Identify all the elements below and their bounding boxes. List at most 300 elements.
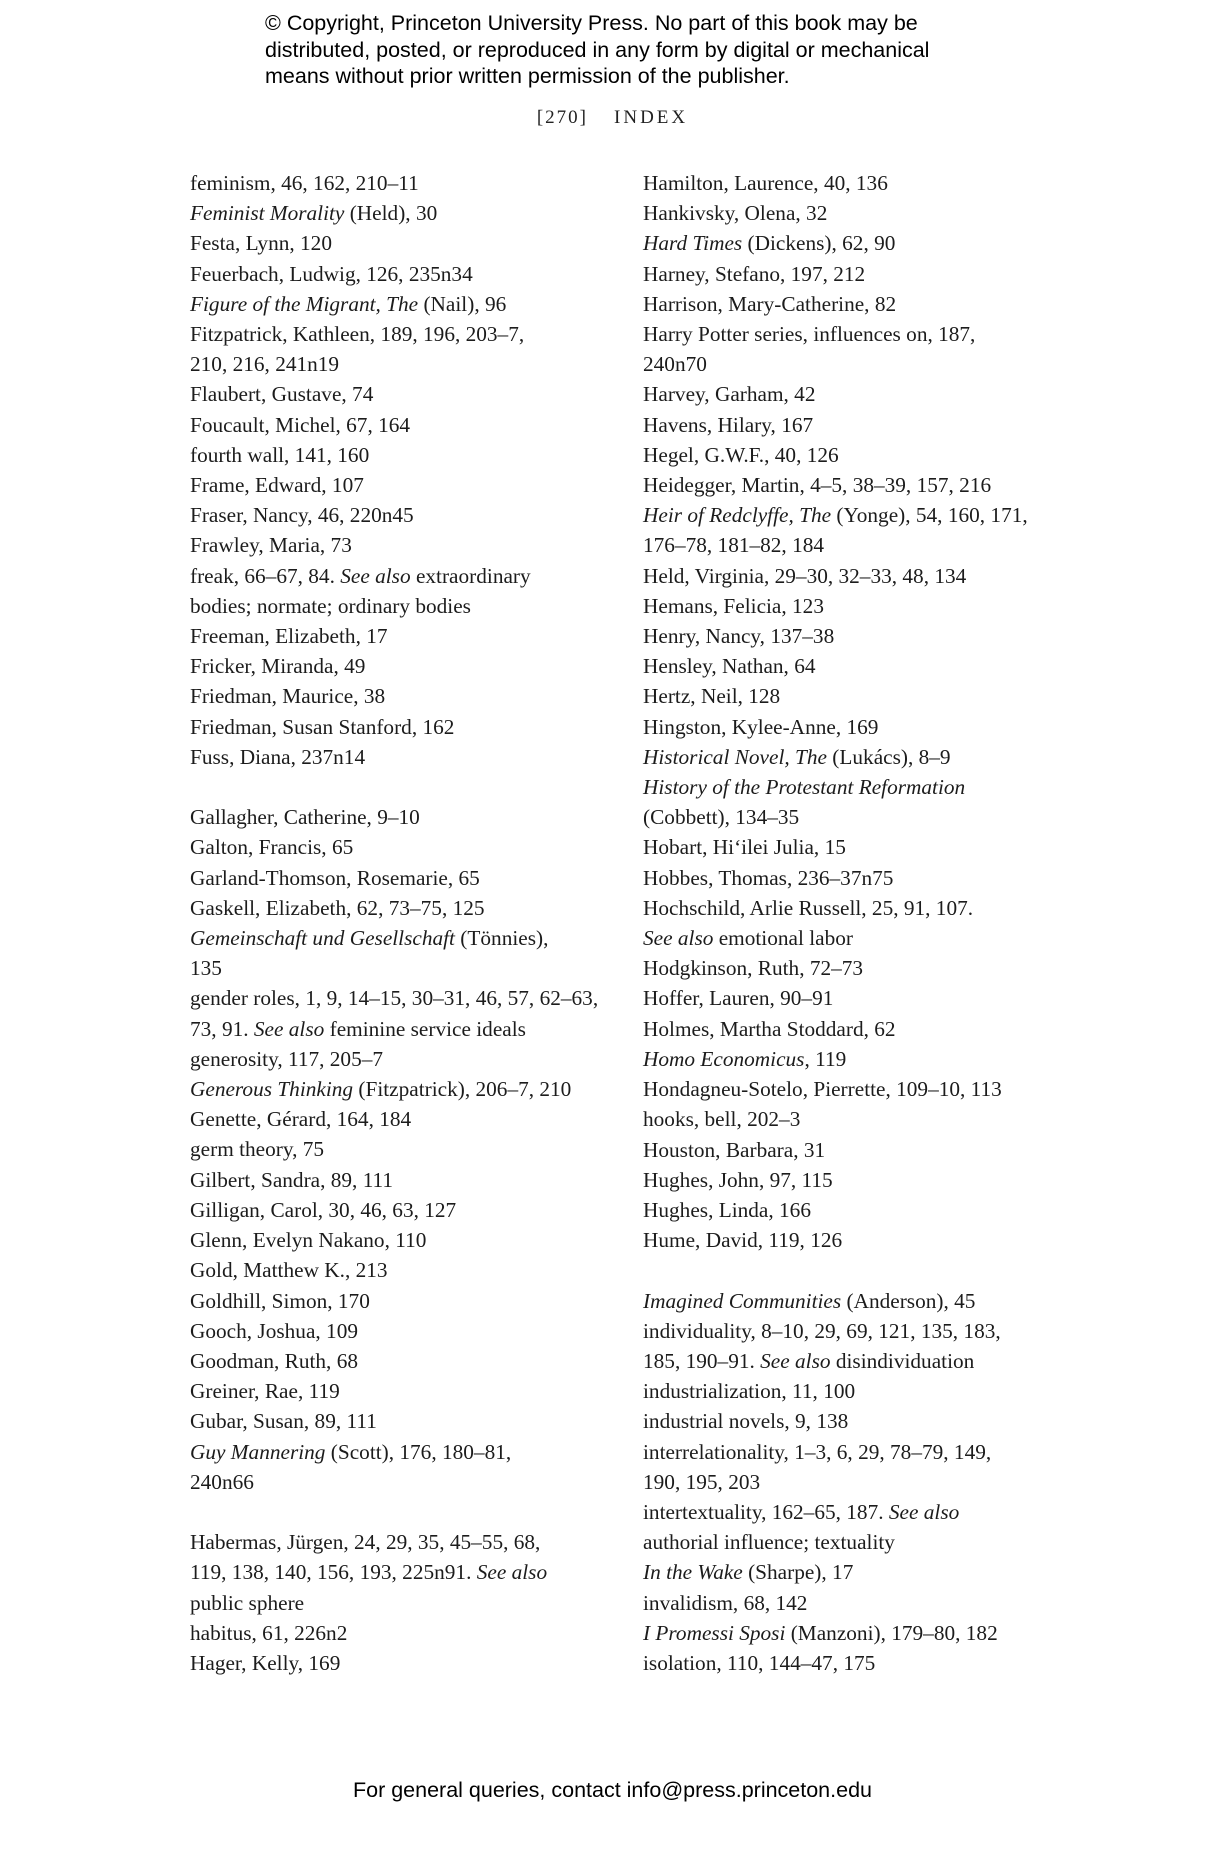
index-text: Hertz, Neil, 128: [643, 684, 781, 709]
index-entry: [190, 1376, 620, 1406]
index-entry: [190, 561, 620, 621]
index-entry-line: [190, 289, 620, 319]
index-entry: [643, 1376, 1093, 1406]
index-entry: [190, 289, 620, 319]
index-entry-line: [190, 1044, 620, 1074]
index-text: gender roles, 1, 9, 14–15, 30–31, 46, 57, 62–63,: [190, 986, 599, 1011]
index-italic-text: Heir of Redclyffe, The: [643, 503, 832, 528]
index-entry-line: [643, 621, 1093, 651]
index-entry-line: [643, 440, 1093, 470]
index-text: freak, 66–67, 84.: [190, 563, 341, 588]
index-entry-line: [190, 832, 620, 862]
letter-group-gap: [190, 772, 620, 802]
index-entry: [643, 1014, 1093, 1044]
copyright-line: means without prior written permission of the publisher.: [265, 64, 790, 88]
index-text: Fricker, Miranda, 49: [190, 654, 366, 679]
index-entry: [643, 621, 1093, 651]
index-entry: [190, 500, 620, 530]
index-text: Gilligan, Carol, 30, 46, 63, 127: [190, 1197, 457, 1222]
index-entry-line: [190, 1165, 620, 1195]
index-text: Gooch, Joshua, 109: [190, 1318, 358, 1343]
index-entry: [643, 712, 1093, 742]
index-text: Gaskell, Elizabeth, 62, 73–75, 125: [190, 895, 485, 920]
index-entry-line: [643, 1165, 1093, 1195]
index-entry: [643, 228, 1093, 258]
index-text: Feuerbach, Ludwig, 126, 235n34: [190, 261, 473, 286]
index-entry: [190, 1648, 620, 1678]
index-entry: [190, 893, 620, 923]
index-entry: [190, 168, 620, 198]
index-column-right: [643, 168, 1093, 1678]
index-entry-line: [190, 470, 620, 500]
index-text: Houston, Barbara, 31: [643, 1137, 826, 1162]
index-entry-line: [190, 1557, 620, 1587]
index-entry: [190, 651, 620, 681]
index-text: (Nail), 96: [418, 291, 507, 316]
index-entry-line: [643, 1316, 1093, 1346]
index-entry-line: [190, 1648, 620, 1678]
index-entry-line: [643, 289, 1093, 319]
index-text: industrialization, 11, 100: [643, 1379, 856, 1404]
index-entry: [643, 500, 1093, 560]
index-entry-line: [643, 1437, 1093, 1467]
index-text: (Cobbett), 134–35: [643, 805, 800, 830]
index-entry: [190, 1286, 620, 1316]
index-entry: [190, 1195, 620, 1225]
index-entry: [190, 1527, 620, 1618]
index-entry-line: [190, 591, 620, 621]
index-italic-text: Historical Novel, The: [643, 744, 827, 769]
index-entry-line: [643, 1588, 1093, 1618]
index-text: generosity, 117, 205–7: [190, 1046, 384, 1071]
index-text: Genette, Gérard, 164, 184: [190, 1107, 412, 1132]
index-entry-line: [190, 953, 620, 983]
index-entry: [643, 1195, 1093, 1225]
page-number: [270]: [536, 107, 589, 128]
index-entry-line: [643, 1014, 1093, 1044]
index-column-left: [190, 168, 620, 1678]
index-text: Hager, Kelly, 169: [190, 1650, 341, 1675]
index-entry-line: [190, 1467, 620, 1497]
index-text: 240n70: [643, 352, 707, 377]
index-entry-line: [643, 500, 1093, 530]
index-entry-line: [643, 228, 1093, 258]
index-entry-line: [643, 259, 1093, 289]
index-entry-line: [643, 1376, 1093, 1406]
index-text: 185, 190–91.: [643, 1348, 761, 1373]
index-entry-line: [190, 168, 620, 198]
index-entry: [643, 742, 1093, 772]
index-entry-line: [643, 1286, 1093, 1316]
index-italic-text: See also: [643, 926, 714, 951]
index-entry: [190, 1316, 620, 1346]
index-entry-line: [190, 1104, 620, 1134]
index-text: Heidegger, Martin, 4–5, 38–39, 157, 216: [643, 473, 992, 498]
index-entry: [190, 802, 620, 832]
index-italic-text: Imagined Communities: [643, 1288, 842, 1313]
index-entry-line: [643, 1195, 1093, 1225]
index-text: habitus, 61, 226n2: [190, 1620, 348, 1645]
index-entry-line: [190, 621, 620, 651]
index-italic-text: Feminist Morality: [190, 201, 345, 226]
index-entry: [643, 198, 1093, 228]
index-entry-line: [643, 1346, 1093, 1376]
index-text: (Scott), 176, 180–81,: [325, 1439, 512, 1464]
index-entry: [643, 1104, 1093, 1134]
index-entry: [190, 1044, 620, 1074]
index-entry-line: [643, 1467, 1093, 1497]
index-text: germ theory, 75: [190, 1137, 325, 1162]
index-italic-text: Figure of the Migrant, The: [190, 291, 419, 316]
index-text: Festa, Lynn, 120: [190, 231, 332, 256]
index-text: Held, Virginia, 29–30, 32–33, 48, 134: [643, 563, 967, 588]
index-entry-line: [190, 1225, 620, 1255]
index-entry: [190, 1346, 620, 1376]
index-entry-line: [643, 983, 1093, 1013]
index-entry-line: [190, 1134, 620, 1164]
index-entry: [643, 168, 1093, 198]
section-title: INDEX: [614, 107, 689, 128]
index-entry-line: [190, 1588, 620, 1618]
index-entry-line: [190, 379, 620, 409]
index-text: Hegel, G.W.F., 40, 126: [643, 442, 839, 467]
index-entry: [190, 1134, 620, 1164]
index-italic-text: Homo Economicus: [643, 1046, 805, 1071]
index-entry: [643, 591, 1093, 621]
index-entry: [643, 1135, 1093, 1165]
index-text: Henry, Nancy, 137–38: [643, 624, 835, 649]
letter-group-gap: [643, 1255, 1093, 1285]
index-entry-line: [643, 1074, 1093, 1104]
index-entry-line: [643, 681, 1093, 711]
index-text: 240n66: [190, 1469, 254, 1494]
index-entry: [643, 772, 1093, 832]
index-text: Frawley, Maria, 73: [190, 533, 352, 558]
index-entry-line: [643, 349, 1093, 379]
index-text: 210, 216, 241n19: [190, 352, 340, 377]
index-text: interrelationality, 1–3, 6, 29, 78–79, 149,: [643, 1439, 992, 1464]
index-entry: [190, 440, 620, 470]
index-entry: [190, 1074, 620, 1104]
index-text: intertextuality, 162–65, 187.: [643, 1499, 889, 1524]
index-entry-line: [643, 561, 1093, 591]
index-text: Hamilton, Laurence, 40, 136: [643, 171, 888, 195]
index-entry: [643, 1074, 1093, 1104]
index-entry: [643, 681, 1093, 711]
index-entry-line: [643, 591, 1093, 621]
index-entry: [190, 470, 620, 500]
index-entry-line: [190, 259, 620, 289]
index-entry-line: [190, 1527, 620, 1557]
index-entry: [190, 1255, 620, 1285]
index-text: emotional labor: [713, 926, 853, 951]
index-entry-line: [190, 410, 620, 440]
index-entry-line: [643, 893, 1093, 923]
index-text: Hume, David, 119, 126: [643, 1228, 843, 1253]
index-entry-line: [190, 1437, 620, 1467]
index-entry-line: [643, 772, 1093, 802]
index-entry-line: [190, 802, 620, 832]
index-entry: [190, 530, 620, 560]
index-entry-line: [190, 893, 620, 923]
index-entry: [643, 319, 1093, 379]
index-entry-line: [190, 681, 620, 711]
index-text: Harrison, Mary-Catherine, 82: [643, 291, 897, 316]
index-text: Fraser, Nancy, 46, 220n45: [190, 503, 414, 528]
index-entry-line: [190, 1195, 620, 1225]
index-entry: [190, 259, 620, 289]
index-entry-line: [190, 923, 620, 953]
index-entry-line: [190, 319, 620, 349]
index-text: (Lukács), 8–9: [826, 744, 951, 769]
index-text: Hensley, Nathan, 64: [643, 654, 816, 679]
index-text: 73, 91.: [190, 1016, 254, 1041]
index-entry: [643, 1648, 1093, 1678]
footer-contact: For general queries, contact info@press.princeton.edu: [352, 1778, 872, 1802]
index-entry-line: [643, 198, 1093, 228]
index-text: public sphere: [190, 1590, 305, 1615]
index-text: Frame, Edward, 107: [190, 473, 364, 498]
index-text: Fitzpatrick, Kathleen, 189, 196, 203–7,: [190, 322, 525, 347]
index-text: , 119: [804, 1046, 847, 1071]
index-text: authorial influence; textuality: [643, 1530, 895, 1555]
index-entry-line: [190, 1346, 620, 1376]
index-text: Harvey, Garham, 42: [643, 382, 816, 407]
index-entry-line: [643, 832, 1093, 862]
index-italic-text: See also: [760, 1348, 831, 1373]
index-italic-text: See also: [340, 563, 411, 588]
running-head: [0, 107, 1225, 129]
index-text: Garland-Thomson, Rosemarie, 65: [190, 865, 480, 890]
index-italic-text: Gemeinschaft und Gesellschaft: [190, 926, 455, 951]
index-entry: [190, 621, 620, 651]
index-entry: [643, 561, 1093, 591]
index-text: Hodgkinson, Ruth, 72–73: [643, 956, 864, 981]
index-entry-line: [643, 712, 1093, 742]
index-text: (Held), 30: [344, 201, 438, 226]
index-text: Goldhill, Simon, 170: [190, 1288, 370, 1313]
index-entry-line: [643, 1406, 1093, 1436]
index-entry-line: [190, 1618, 620, 1648]
index-entry: [643, 1286, 1093, 1316]
index-entry: [190, 198, 620, 228]
index-text: Hoffer, Lauren, 90–91: [643, 986, 834, 1011]
index-entry-line: [643, 1557, 1093, 1587]
index-text: 119, 138, 140, 156, 193, 225n91.: [190, 1560, 477, 1585]
index-text: Foucault, Michel, 67, 164: [190, 412, 411, 437]
index-entry-line: [190, 440, 620, 470]
index-text: feminine service ideals: [324, 1016, 526, 1041]
index-entry: [190, 1406, 620, 1436]
index-entry: [190, 983, 620, 1043]
index-entry-line: [643, 953, 1093, 983]
index-italic-text: Hard Times: [643, 231, 743, 256]
index-entry-line: [643, 530, 1093, 560]
index-text: industrial novels, 9, 138: [643, 1409, 849, 1434]
index-text: 190, 195, 203: [643, 1469, 761, 1494]
index-text: (Tönnies),: [454, 926, 549, 951]
index-entry-line: [190, 500, 620, 530]
index-entry: [643, 953, 1093, 983]
index-text: disindividuation: [830, 1348, 975, 1373]
index-entry: [643, 983, 1093, 1013]
index-text: (Fitzpatrick), 206–7, 210: [353, 1077, 572, 1102]
index-entry: [643, 410, 1093, 440]
index-entry-line: [643, 923, 1093, 953]
index-entry-line: [643, 470, 1093, 500]
index-italic-text: Guy Mannering: [190, 1439, 326, 1464]
index-entry-line: [190, 349, 620, 379]
index-entry-line: [643, 1497, 1093, 1527]
index-entry-line: [190, 863, 620, 893]
index-entry-line: [190, 1316, 620, 1346]
index-text: fourth wall, 141, 160: [190, 442, 370, 467]
index-entry-line: [643, 168, 1093, 198]
index-entry-line: [190, 983, 620, 1013]
index-italic-text: Generous Thinking: [190, 1077, 354, 1102]
index-entry: [643, 1316, 1093, 1376]
index-entry-line: [190, 1376, 620, 1406]
index-text: Habermas, Jürgen, 24, 29, 35, 45–55, 68,: [190, 1530, 541, 1555]
index-entry-line: [190, 1286, 620, 1316]
index-entry: [190, 410, 620, 440]
index-italic-text: See also: [476, 1560, 548, 1585]
index-text: Harney, Stefano, 197, 212: [643, 261, 866, 286]
index-entry-line: [643, 651, 1093, 681]
index-entry: [643, 1497, 1093, 1557]
index-entry: [190, 832, 620, 862]
index-entry: [190, 923, 620, 983]
index-text: Gold, Matthew K., 213: [190, 1258, 388, 1283]
index-italic-text: In the Wake: [643, 1560, 743, 1585]
index-entry-line: [190, 1255, 620, 1285]
index-text: invalidism, 68, 142: [643, 1590, 808, 1615]
index-text: Hochschild, Arlie Russell, 25, 91, 107.: [643, 895, 974, 920]
index-text: Gubar, Susan, 89, 111: [190, 1409, 377, 1434]
index-entry: [643, 1165, 1093, 1195]
index-entry: [190, 379, 620, 409]
index-text: Freeman, Elizabeth, 17: [190, 624, 388, 649]
index-text: Galton, Francis, 65: [190, 835, 354, 860]
index-entry: [643, 1044, 1093, 1074]
index-entry: [190, 1165, 620, 1195]
index-text: Harry Potter series, influences on, 187,: [643, 322, 976, 347]
index-text: Flaubert, Gustave, 74: [190, 382, 374, 407]
index-entry-line: [190, 1406, 620, 1436]
index-entry: [643, 893, 1093, 953]
index-entry-line: [190, 530, 620, 560]
index-entry: [643, 1588, 1093, 1618]
index-entry-line: [190, 1014, 620, 1044]
index-entry: [643, 470, 1093, 500]
index-text: Holmes, Martha Stoddard, 62: [643, 1016, 896, 1041]
index-entry: [643, 1225, 1093, 1255]
index-entry-line: [643, 1648, 1093, 1678]
index-entry: [190, 1618, 620, 1648]
copyright-line: © Copyright, Princeton University Press. No part of this book may be: [265, 11, 918, 35]
index-entry-line: [643, 410, 1093, 440]
index-entry-line: [190, 742, 620, 772]
index-entry-line: [643, 863, 1093, 893]
index-entry: [190, 1225, 620, 1255]
index-text: Goodman, Ruth, 68: [190, 1348, 359, 1373]
index-text: extraordinary: [410, 563, 531, 588]
index-entry: [190, 319, 620, 379]
index-entry-line: [190, 1074, 620, 1104]
index-entry-line: [190, 198, 620, 228]
index-entry-line: [190, 712, 620, 742]
index-italic-text: I Promessi Sposi: [643, 1620, 786, 1645]
index-entry-line: [643, 802, 1093, 832]
index-text: (Anderson), 45: [841, 1288, 976, 1313]
copyright-line: distributed, posted, or reproduced in any form by digital or mechanical: [265, 37, 930, 62]
index-text: 135: [190, 956, 222, 981]
index-text: Glenn, Evelyn Nakano, 110: [190, 1228, 427, 1253]
index-entry: [643, 1437, 1093, 1497]
copyright-notice: [265, 10, 1005, 90]
index-entry-line: [643, 742, 1093, 772]
index-entry: [643, 440, 1093, 470]
index-entry: [190, 1104, 620, 1134]
index-text: Greiner, Rae, 119: [190, 1379, 340, 1404]
index-entry-line: [190, 651, 620, 681]
index-text: Hughes, John, 97, 115: [643, 1167, 833, 1192]
index-text: isolation, 110, 144–47, 175: [643, 1650, 876, 1675]
index-italic-text: History of the Protestant Reformation: [643, 775, 966, 800]
index-entry-line: [190, 561, 620, 591]
index-text: Hobbes, Thomas, 236–37n75: [643, 865, 894, 890]
index-text: (Yonge), 54, 160, 171,: [831, 503, 1028, 528]
letter-group-gap: [190, 1497, 620, 1527]
index-entry: [190, 228, 620, 258]
index-italic-text: See also: [888, 1499, 960, 1524]
index-text: feminism, 46, 162, 210–11: [190, 171, 419, 195]
index-text: Gilbert, Sandra, 89, 111: [190, 1167, 394, 1192]
index-entry-line: [643, 1135, 1093, 1165]
index-entry: [643, 863, 1093, 893]
index-text: (Sharpe), 17: [742, 1560, 854, 1585]
index-text: Hobart, Hiʻilei Julia, 15: [643, 835, 846, 860]
index-text: Friedman, Susan Stanford, 162: [190, 714, 455, 739]
index-entry: [190, 1437, 620, 1497]
index-entry: [190, 742, 620, 772]
index-text: Hondagneu-Sotelo, Pierrette, 109–10, 113: [643, 1077, 1002, 1102]
index-entry: [643, 259, 1093, 289]
index-entry: [190, 712, 620, 742]
index-entry: [643, 379, 1093, 409]
index-text: Hankivsky, Olena, 32: [643, 201, 828, 226]
index-entry: [643, 289, 1093, 319]
index-entry-line: [643, 1104, 1093, 1134]
index-entry-line: [190, 228, 620, 258]
index-entry: [190, 863, 620, 893]
index-text: Fuss, Diana, 237n14: [190, 744, 366, 769]
index-entry: [643, 1406, 1093, 1436]
index-entry-line: [643, 379, 1093, 409]
index-text: (Manzoni), 179–80, 182: [785, 1620, 998, 1645]
index-text: hooks, bell, 202–3: [643, 1107, 801, 1132]
index-entry-line: [643, 1618, 1093, 1648]
index-italic-text: See also: [253, 1016, 325, 1041]
index-text: (Dickens), 62, 90: [742, 231, 896, 256]
index-text: Hingston, Kylee-Anne, 169: [643, 714, 879, 739]
index-entry-line: [643, 1225, 1093, 1255]
index-text: Friedman, Maurice, 38: [190, 684, 386, 709]
index-entry: [643, 832, 1093, 862]
index-entry-line: [643, 1527, 1093, 1557]
index-entry: [643, 1618, 1093, 1648]
index-entry: [643, 1557, 1093, 1587]
